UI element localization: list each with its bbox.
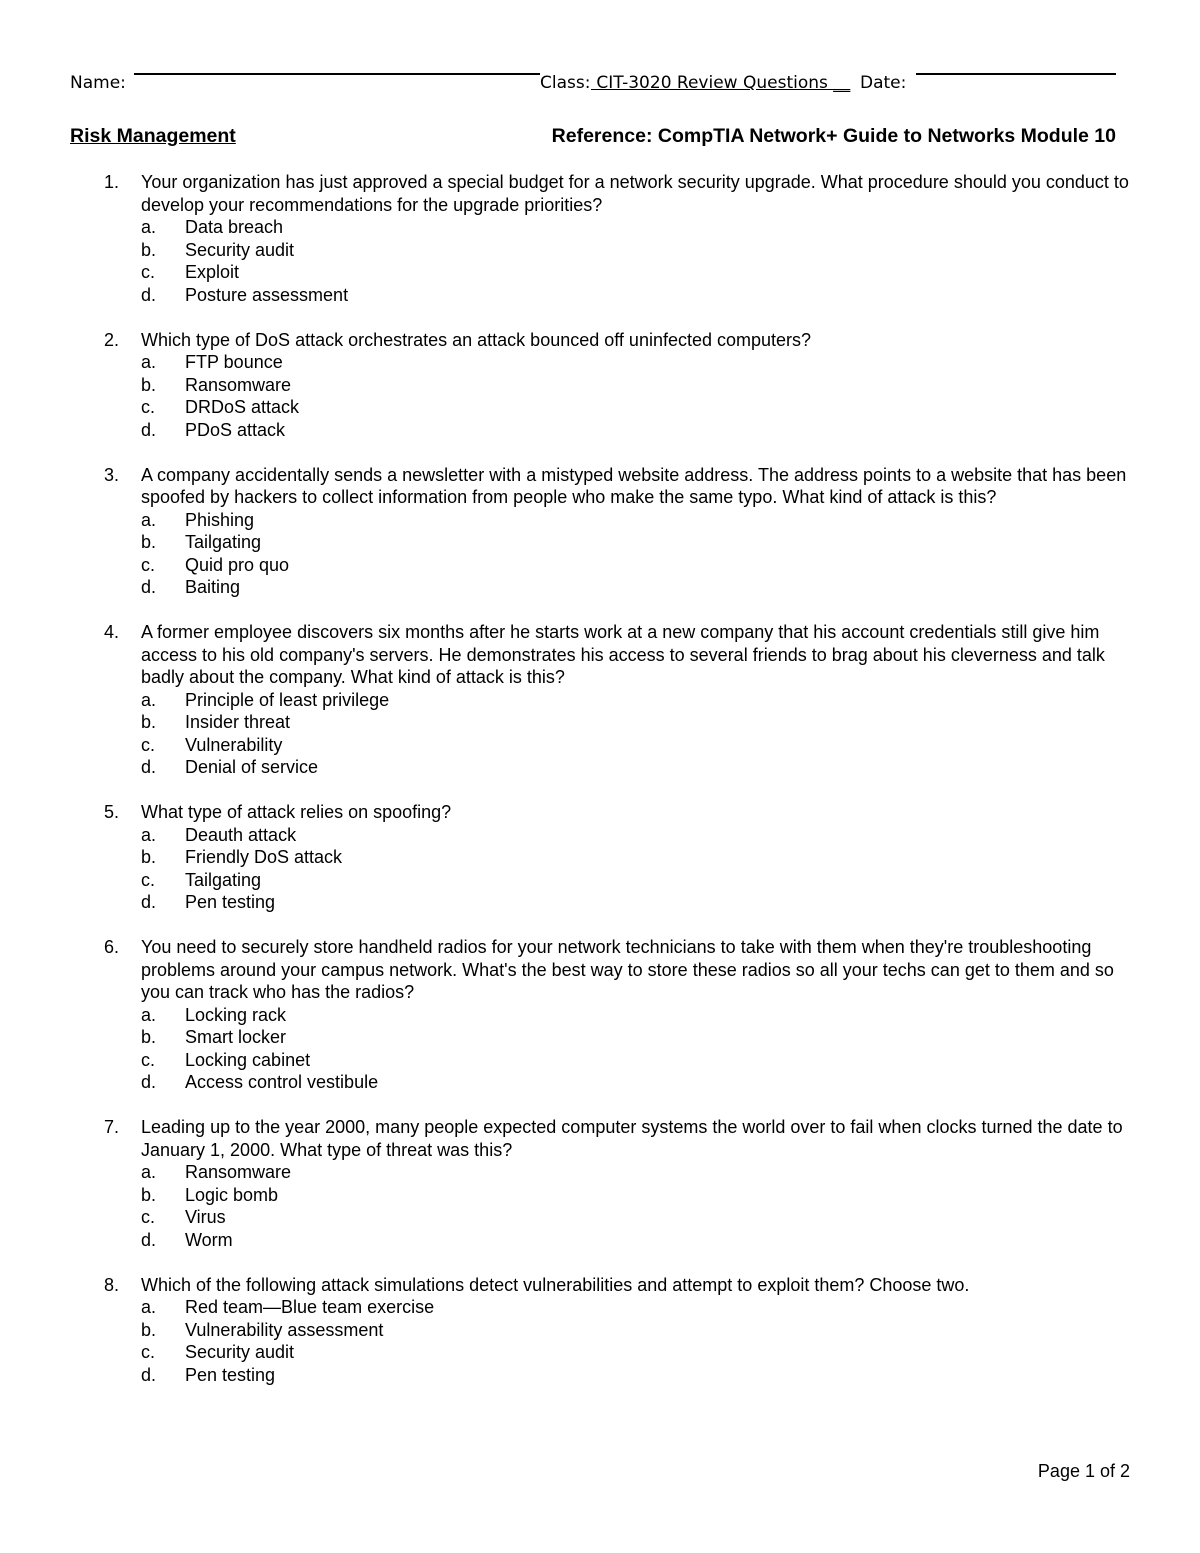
option-item — [141, 824, 1134, 847]
name-label: Name: — [70, 73, 126, 93]
option-label: a. — [141, 1162, 157, 1182]
option-label: b. — [141, 239, 157, 260]
option-text: Locking rack — [185, 1004, 287, 1025]
question-item — [104, 171, 1134, 306]
option-item — [141, 1161, 1134, 1184]
option-item — [141, 531, 1134, 554]
option-label: a. — [141, 352, 157, 372]
option-list — [141, 216, 1134, 306]
question-list — [104, 171, 1134, 1409]
option-item — [141, 509, 1134, 532]
question-item — [104, 1274, 1134, 1387]
option-text: Smart locker — [185, 1027, 287, 1047]
option-item — [141, 1364, 1134, 1387]
option-item — [141, 576, 1134, 599]
option-item — [141, 1071, 1134, 1094]
option-label: d. — [141, 1364, 157, 1385]
name-blank-line — [134, 73, 540, 75]
option-label: b. — [141, 1027, 157, 1047]
option-label: b. — [141, 532, 157, 552]
option-text: Virus — [185, 1207, 226, 1227]
class-value: CIT-3020 Review Questions __ — [591, 73, 851, 93]
option-label: a. — [141, 1004, 157, 1025]
option-list — [141, 351, 1134, 441]
option-text: Data breach — [185, 217, 284, 237]
option-label: c. — [141, 1049, 156, 1070]
option-list — [141, 509, 1134, 599]
option-item — [141, 239, 1134, 262]
option-item — [141, 1296, 1134, 1319]
option-label: a. — [141, 1297, 157, 1317]
option-label: c. — [141, 1342, 156, 1362]
option-text: DRDoS attack — [185, 397, 300, 417]
option-item — [141, 1184, 1134, 1207]
option-text: Access control vestibule — [185, 1072, 379, 1092]
option-item — [141, 711, 1134, 734]
option-label: b. — [141, 1319, 157, 1340]
option-text: Tailgating — [185, 532, 262, 552]
option-item — [141, 846, 1134, 869]
question-text: What type of attack relies on spoofing? — [141, 802, 452, 822]
option-item — [141, 1026, 1134, 1049]
option-item — [141, 374, 1134, 397]
question-number: 6. — [104, 937, 120, 957]
option-label: c. — [141, 734, 156, 755]
option-text: Pen testing — [185, 1364, 276, 1385]
question-number: 2. — [104, 329, 120, 350]
option-text: FTP bounce — [185, 352, 283, 372]
option-text: Insider threat — [185, 712, 291, 732]
question-item — [104, 621, 1134, 779]
option-list — [141, 1296, 1134, 1386]
question-text: You need to securely store handheld radios for your network technicians to take with them when they're troubleshooting problems around your campus network. What's the best way to store these radios so all your techs can get to them and so you can track who has the radios? — [141, 937, 1114, 1002]
option-item — [141, 1004, 1134, 1027]
option-text: Security audit — [185, 239, 295, 260]
option-text: Tailgating — [185, 869, 262, 890]
option-label: b. — [141, 374, 157, 395]
option-label: c. — [141, 262, 156, 282]
option-label: b. — [141, 1184, 157, 1205]
date-label: Date: — [860, 73, 907, 93]
option-label: a. — [141, 689, 157, 710]
option-text: Pen testing — [185, 892, 276, 912]
option-text: Friendly DoS attack — [185, 847, 343, 867]
option-item — [141, 1341, 1134, 1364]
question-text: A company accidentally sends a newsletter with a mistyped website address. The address points to a website that has been spoofed by hackers to collect information from people who make the same typo. What kind of attack is this? — [141, 464, 1127, 507]
question-text: Your organization has just approved a special budget for a network security upgrade. What procedure should you conduct to develop your recommendations for the upgrade priorities? — [141, 172, 1129, 215]
question-number: 3. — [104, 464, 120, 485]
option-label: c. — [141, 554, 156, 575]
date-blank-line — [916, 73, 1116, 75]
question-item — [104, 936, 1134, 1094]
option-label: d. — [141, 1229, 157, 1250]
option-text: Worm — [185, 1229, 233, 1250]
option-text: Vulnerability assessment — [185, 1319, 384, 1340]
question-text: Which type of DoS attack orchestrates an attack bounced off uninfected computers? — [141, 329, 812, 350]
option-item — [141, 419, 1134, 442]
option-item — [141, 351, 1134, 374]
option-label: b. — [141, 847, 157, 867]
option-text: Ransomware — [185, 1162, 292, 1182]
option-item — [141, 1049, 1134, 1072]
option-label: c. — [141, 869, 156, 890]
option-item — [141, 396, 1134, 419]
option-item — [141, 284, 1134, 307]
option-item — [141, 869, 1134, 892]
option-text: PDoS attack — [185, 419, 286, 440]
option-label: d. — [141, 892, 157, 912]
option-list — [141, 824, 1134, 914]
question-item — [104, 801, 1134, 914]
option-item — [141, 891, 1134, 914]
option-text: Logic bomb — [185, 1184, 279, 1205]
topic-title: Risk Management — [70, 125, 236, 147]
option-text: Denial of service — [185, 757, 319, 777]
option-text: Phishing — [185, 509, 255, 530]
option-item — [141, 261, 1134, 284]
option-item — [141, 216, 1134, 239]
option-label: c. — [141, 397, 156, 417]
title-row — [70, 125, 1120, 151]
option-item — [141, 554, 1134, 577]
option-text: Exploit — [185, 262, 240, 282]
option-label: d. — [141, 419, 157, 440]
option-text: Principle of least privilege — [185, 689, 390, 710]
option-text: Posture assessment — [185, 284, 349, 305]
option-label: d. — [141, 284, 157, 305]
question-item — [104, 1116, 1134, 1251]
option-text: Ransomware — [185, 374, 292, 395]
option-item — [141, 689, 1134, 712]
option-label: a. — [141, 217, 157, 237]
question-item — [104, 464, 1134, 599]
page-number: Page 1 of 2 — [1037, 1461, 1130, 1481]
reference-title: Reference: CompTIA Network+ Guide to Networks Module 10 — [551, 125, 1116, 147]
option-item — [141, 756, 1134, 779]
option-label: b. — [141, 712, 157, 732]
option-label: d. — [141, 757, 157, 777]
option-text: Baiting — [185, 577, 241, 597]
option-label: d. — [141, 1072, 157, 1092]
question-number: 1. — [104, 172, 120, 192]
option-label: a. — [141, 509, 157, 530]
document-header — [70, 73, 1120, 99]
option-label: a. — [141, 824, 157, 845]
option-text: Quid pro quo — [185, 554, 290, 575]
option-item — [141, 1319, 1134, 1342]
option-item — [141, 734, 1134, 757]
option-text: Red team—Blue team exercise — [185, 1297, 435, 1317]
option-list — [141, 1004, 1134, 1094]
option-text: Locking cabinet — [185, 1049, 311, 1070]
option-label: d. — [141, 577, 157, 597]
question-text: Which of the following attack simulations detect vulnerabilities and attempt to exploit them? Choose two. — [141, 1274, 970, 1295]
option-item — [141, 1229, 1134, 1252]
question-text: A former employee discovers six months after he starts work at a new company that his account credentials still give him access to his old company's servers. He demonstrates his access to several friends to brag about his cleverness and talk badly about the company. What kind of attack is this? — [141, 622, 1105, 687]
option-text: Vulnerability — [185, 734, 283, 755]
class-label: Class: — [540, 73, 591, 93]
option-item — [141, 1206, 1134, 1229]
option-list — [141, 1161, 1134, 1251]
question-item — [104, 329, 1134, 442]
question-number: 7. — [104, 1117, 120, 1137]
option-list — [141, 689, 1134, 779]
option-label: c. — [141, 1207, 156, 1227]
question-number: 5. — [104, 802, 120, 822]
option-text: Security audit — [185, 1342, 295, 1362]
question-number: 8. — [104, 1274, 120, 1295]
question-number: 4. — [104, 622, 120, 642]
option-text: Deauth attack — [185, 824, 297, 845]
question-text: Leading up to the year 2000, many people expected computer systems the world over to fail when clocks turned the date to January 1, 2000. What type of threat was this? — [141, 1117, 1123, 1160]
